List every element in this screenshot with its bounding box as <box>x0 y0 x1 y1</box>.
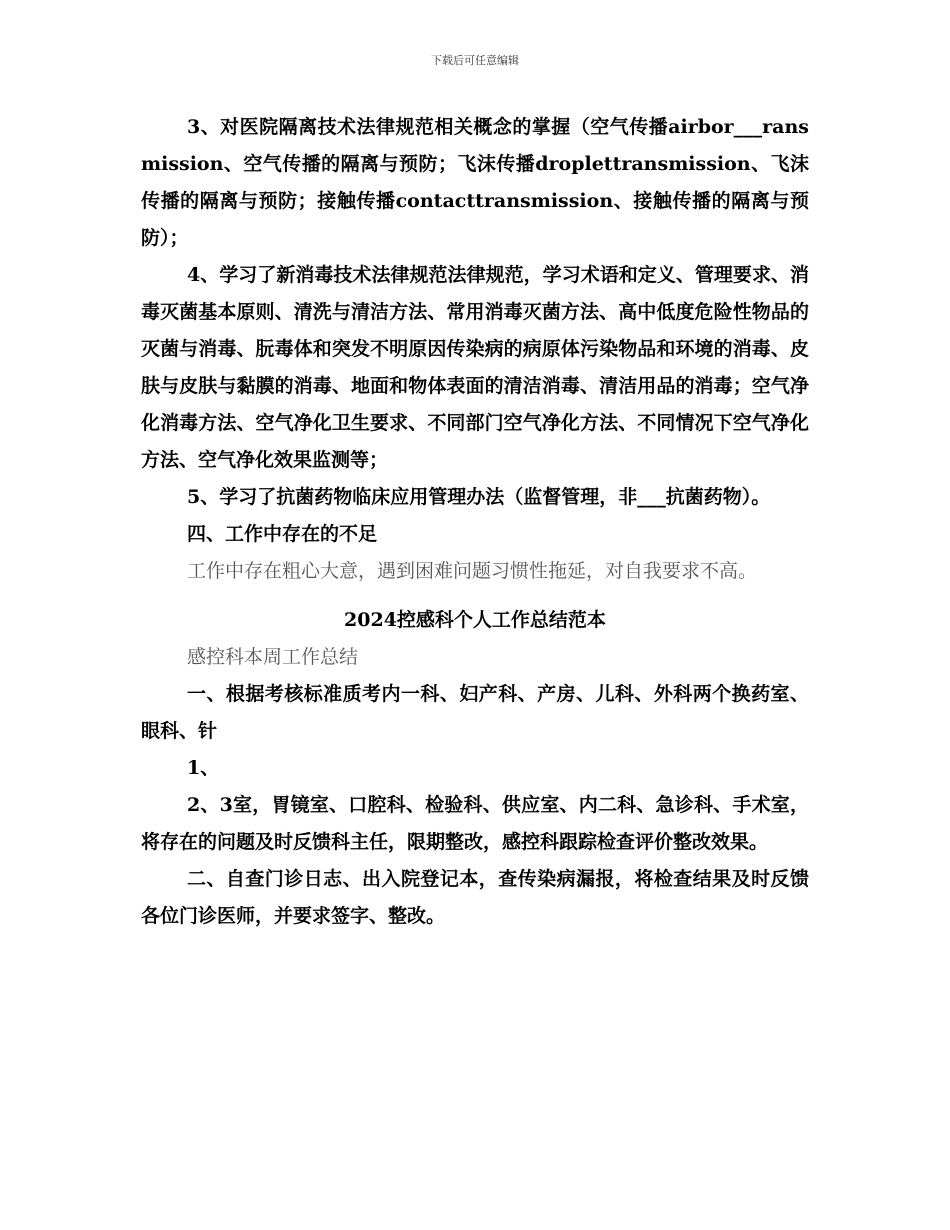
paragraph-shortcomings: 工作中存在粗心大意，遇到困难问题习惯性拖延，对自我要求不高。 <box>187 560 758 582</box>
paragraph-isolation-concepts: 3、对医院隔离技术法律规范相关概念的掌握（空气传播airbor___ransmission、空气传播的隔离与预防；飞沫传播droplettransmission、飞沫传播的隔离与预防；接触传播contacttransmission、接触传播的隔离与预防）； <box>141 116 809 249</box>
paragraph-disinfection-standards: 4、学习了新消毒技术法律规范法律规范，学习术语和定义、管理要求、消毒灭菌基本原则、清洗与清洁方法、常用消毒灭菌方法、高中低度危险性物品的灭菌与消毒、朊毒体和突发不明原因传染病的病原体污染物品和环境的消毒、皮肤与皮肤与黏膜的消毒、地面和物体表面的清洁消毒、清洁用品的消毒；空气净化消毒方法、空气净化卫生要求、不同部门空气净化方法、不同情况下空气净化方法、空气净化效果监测等； <box>141 264 809 471</box>
document-body <box>141 109 809 935</box>
paragraph-self-check: 二、自查门诊日志、出入院登记本，查传染病漏报，将检查结果及时反馈各位门诊医师，并要求签字、整改。 <box>141 868 809 927</box>
paragraph-antibiotic-management: 5、学习了抗菌药物临床应用管理办法（监督管理，非___抗菌药物）。 <box>187 486 771 508</box>
document-title: 2024控感科个人工作总结范本 <box>344 609 606 631</box>
paragraph-item-2: 2、3室，胃镜室、口腔科、检验科、供应室、内二科、急诊科、手术室，将存在的问题及时反馈科主任，限期整改，感控科跟踪检查评价整改效果。 <box>141 794 809 853</box>
page-header: 下载后可任意编辑 <box>431 54 519 67</box>
heading-shortcomings: 四、工作中存在的不足 <box>187 523 378 545</box>
document-subtitle: 感控科本周工作总结 <box>187 646 359 668</box>
paragraph-item-1: 1、 <box>187 757 220 779</box>
paragraph-assessment: 一、根据考核标准质考内一科、妇产科、产房、儿科、外科两个换药室、眼科、针 <box>141 683 809 742</box>
